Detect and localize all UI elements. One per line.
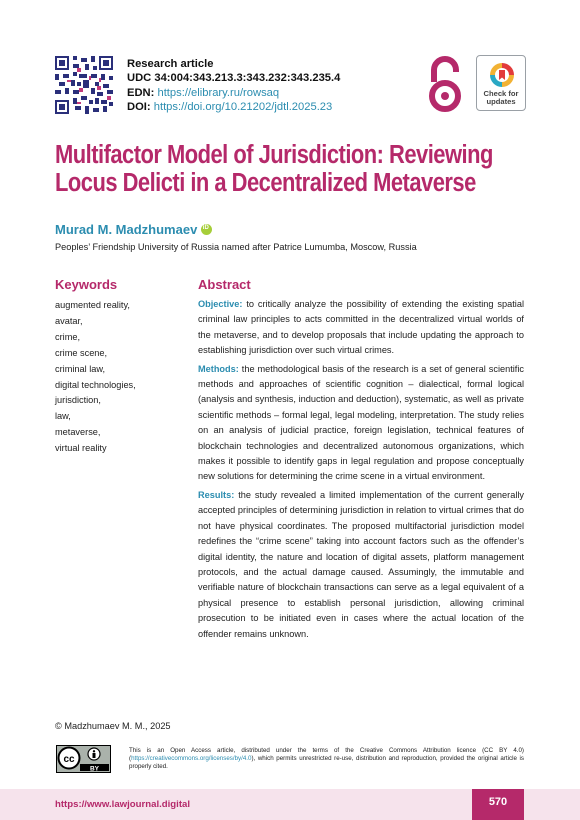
keyword-item: virtual reality: [55, 443, 107, 454]
abstract-body: [198, 297, 524, 645]
results-text: the study revealed a limited implementation of the current generally accepted principles of determining jurisdiction in relation to virtual crimes that do not have physical coordinates. The proposed multifactorial jurisdiction model redefines the “crime scene” taking into account factors such as the offender’s digital identity, the nature and location of digital assets, platform management protocols, and the actual damage caused. Assumingly, the immutable and verifiable nature of blockchain transactions can serve as a legal equivalent of a physical presence to establish personal jurisdiction, allowing criminal prosecution to be initiated even in cases where the actual location of the offender remains unknown.: [198, 489, 524, 639]
cc-by-license-icon[interactable]: [56, 745, 111, 773]
license-text-before: This is an Open Access article, distributed under the terms of the Creative Commons Attribution licence (CC BY 4.0) (: [129, 747, 524, 763]
results-label: Results:: [198, 489, 235, 500]
keyword-item: criminal law,: [55, 363, 106, 374]
doi-label: DOI:: [127, 101, 151, 114]
keyword-item: augmented reality,: [55, 300, 130, 310]
abstract-results: [198, 488, 524, 642]
article-metadata: [127, 57, 340, 115]
objective-text: to critically analyze the possibility of extending the existing spatial criminal law principles to acts committed in the decentralized virtual worlds of the metaverse, and to develop proposals that include updating the approach to establishing jurisdiction over such virtual crimes.: [198, 299, 524, 356]
check-for-updates-badge[interactable]: [476, 55, 526, 111]
journal-website-link[interactable]: https://www.lawjournal.digital: [55, 799, 191, 810]
author: [55, 222, 212, 237]
page-number: 570: [472, 789, 524, 820]
license-text: [129, 747, 524, 772]
check-updates-icon: [489, 62, 515, 88]
license-text-after: ), which permits unrestricted re-use, distribution and reproduction, provided the original article is properly cited.: [129, 755, 524, 771]
author-name[interactable]: Murad M. Madzhumaev: [55, 222, 198, 237]
svg-text:cc: cc: [63, 754, 75, 765]
keyword-item: law,: [55, 411, 71, 422]
edn-link[interactable]: https://elibrary.ru/rowsaq: [157, 86, 280, 99]
objective-label: Objective:: [198, 299, 243, 309]
keyword-item: digital technologies,: [55, 379, 136, 390]
methods-label: Methods:: [198, 363, 239, 374]
keyword-item: metaverse,: [55, 427, 101, 438]
keywords-list: [55, 298, 136, 457]
check-updates-line1: Check for: [483, 89, 519, 98]
open-access-icon: [420, 56, 470, 114]
article-title: Multifactor Model of Jurisdiction: Reviewing Locus Delicti in a Decentralized Metaverse: [55, 141, 493, 197]
keyword-item: crime,: [55, 331, 81, 342]
article-type: Research article: [127, 58, 214, 70]
keywords-heading: Keywords: [55, 277, 118, 292]
abstract-methods: [198, 362, 524, 485]
keyword-item: avatar,: [55, 315, 83, 326]
udc: UDC 34:004:343.213.3:343.232:343.235.4: [127, 72, 341, 85]
check-updates-line2: updates: [486, 97, 516, 106]
affiliation: Peoples’ Friendship University of Russia named after Patrice Lumumba, Moscow, Russia: [55, 242, 417, 252]
abstract-heading: Abstract: [198, 277, 251, 292]
qr-code: [55, 56, 113, 114]
keyword-item: jurisdiction,: [55, 395, 101, 406]
keyword-item: crime scene,: [55, 347, 108, 358]
license-link[interactable]: https://creativecommons.org/licenses/by/4.0: [131, 755, 252, 763]
edn-label: EDN:: [127, 86, 155, 99]
doi-link[interactable]: https://doi.org/10.21202/jdtl.2025.23: [153, 101, 333, 114]
abstract-objective: [198, 297, 524, 359]
orcid-icon[interactable]: [201, 224, 212, 235]
cc-by-text: BY: [89, 765, 100, 773]
methods-text: the methodological basis of the research is a set of general scientific methods and approaches of scientific cognition – dialectical, formal logical (analysis and synthesis, induction and deduction), systematic, as well as private scientific methods – formal legal, legal modeling, interpretation. The study relies on an analysis of judicial practice, foreign legislation, technical features of blockchain technologies and decentralized autonomous organizations, which makes it possible to identify gaps in legal regulation and propose conceptually new solutions for determining the crime scene in a virtual environment.: [198, 363, 524, 482]
copyright: © Madzhumaev M. M., 2025: [55, 721, 171, 731]
